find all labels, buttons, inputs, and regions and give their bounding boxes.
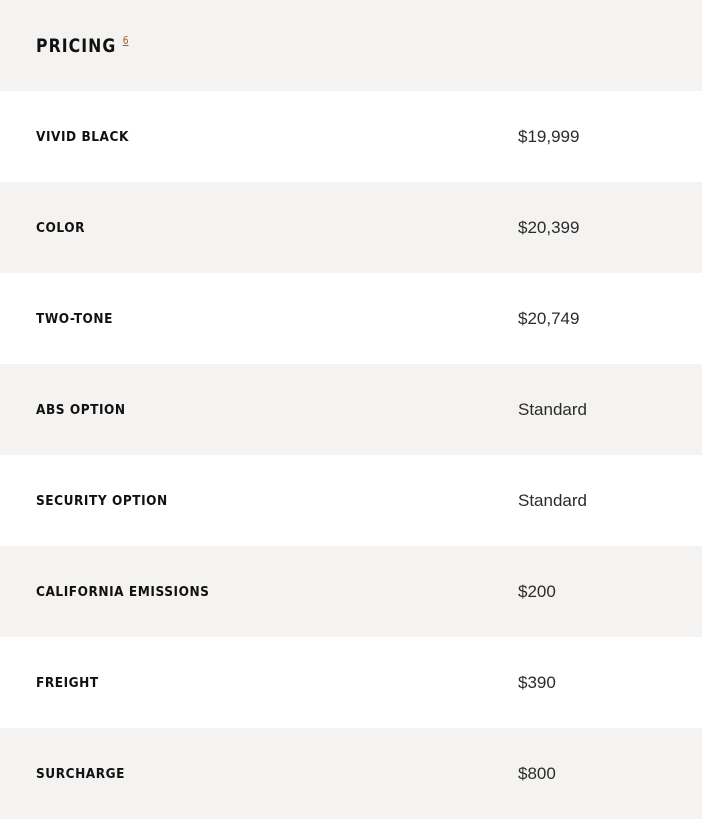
table-row (0, 182, 702, 273)
spec-label: SECURITY OPTION (36, 492, 168, 509)
spec-label: SURCHARGE (36, 765, 126, 782)
spec-label: COLOR (36, 219, 85, 236)
spec-label: FREIGHT (36, 674, 99, 691)
pricing-section-header (0, 0, 702, 91)
table-row (0, 91, 702, 182)
table-row (0, 546, 702, 637)
table-row (0, 364, 702, 455)
page-title (36, 35, 129, 57)
table-row (0, 728, 702, 819)
spec-label: ABS OPTION (36, 401, 126, 418)
table-row (0, 637, 702, 728)
spec-label: CALIFORNIA EMISSIONS (36, 583, 210, 600)
spec-value: Standard (518, 399, 587, 419)
spec-value: $390 (518, 672, 556, 692)
spec-label: VIVID BLACK (36, 128, 129, 145)
table-row (0, 455, 702, 546)
footnote-reference-link[interactable]: 6 (122, 33, 129, 47)
table-row (0, 273, 702, 364)
pricing-title-text: PRICING (36, 34, 117, 57)
spec-value: $19,999 (518, 126, 580, 146)
spec-label: TWO-TONE (36, 310, 113, 327)
spec-value: $800 (518, 763, 556, 783)
spec-value: $20,749 (518, 308, 580, 328)
spec-value: Standard (518, 490, 587, 510)
spec-value: $200 (518, 581, 556, 601)
spec-value: $20,399 (518, 217, 580, 237)
